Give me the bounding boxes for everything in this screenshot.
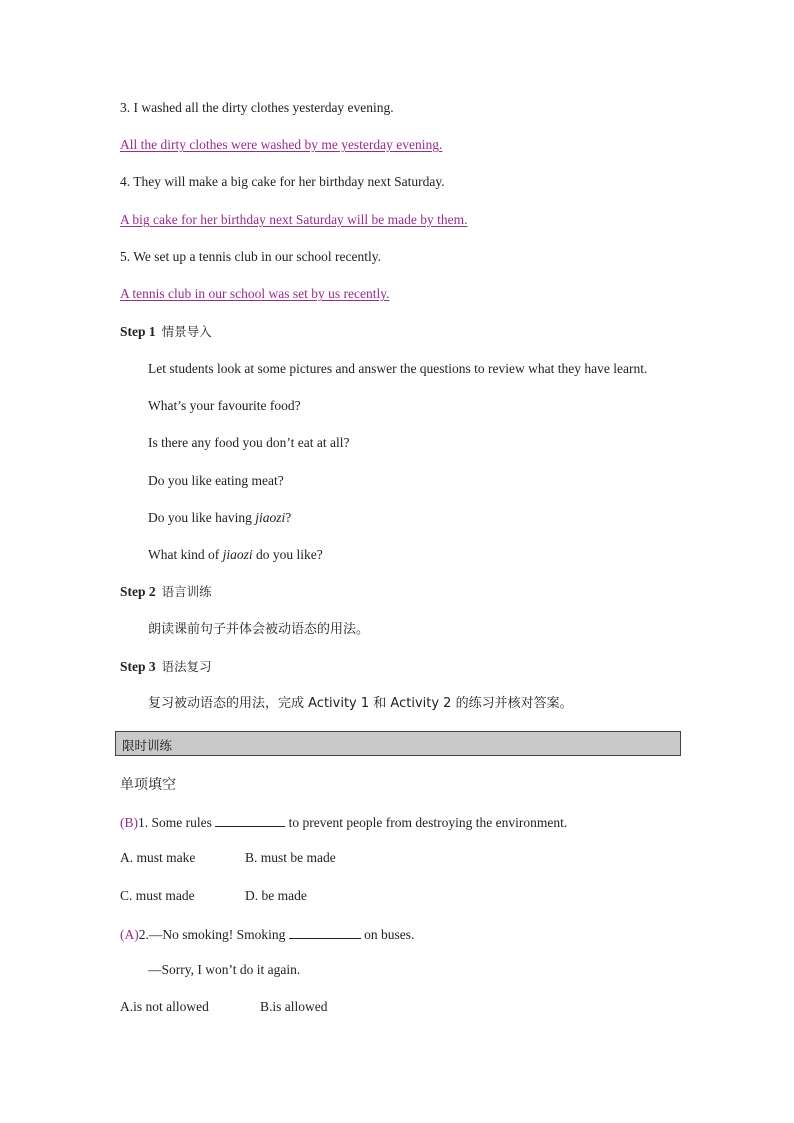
step1-question-5	[148, 546, 323, 564]
q1-paren-open: (	[120, 815, 125, 830]
q2-option-b: B.is allowed	[260, 999, 328, 1014]
step1-question-1: What’s your favourite food?	[148, 398, 301, 413]
step3-title: 语法复习	[161, 659, 212, 674]
exercise-4-answer: A big cake for her birthday next Saturday will be made by them.	[120, 212, 468, 227]
step3-heading	[120, 658, 212, 676]
step1-question-3: Do you like eating meat?	[148, 473, 284, 488]
step1-question-2: Is there any food you don’t eat at all?	[148, 435, 350, 450]
q1-options-row-1	[120, 849, 336, 867]
step1-title: 情景导入	[161, 324, 212, 339]
q1-option-d: D. be made	[245, 888, 307, 903]
exercise-3-answer: All the dirty clothes were washed by me yesterday evening.	[120, 137, 443, 152]
q4-text-pre: Do you like having	[148, 510, 256, 525]
q1-paren-close: )	[133, 815, 139, 830]
step2-text: 朗读课前句子并体会被动语态的用法。	[148, 622, 370, 637]
q2-text-pre: 2.—No smoking! Smoking	[138, 927, 289, 942]
step2-title: 语言训练	[161, 584, 212, 599]
step3-label: Step 3	[120, 659, 156, 674]
quiz-question-2	[120, 924, 414, 944]
q2-text-post: on buses.	[360, 927, 415, 942]
step3-text: 复习被动语态的用法，完成 Activity 1 和 Activity 2 的练习并核对答案。	[148, 696, 573, 711]
q1-text-post: to prevent people from destroying the environment.	[285, 815, 568, 830]
step1-heading	[120, 323, 212, 341]
step1-label: Step 1	[120, 324, 156, 339]
exercise-3-sentence: 3. I washed all the dirty clothes yesterday evening.	[120, 100, 394, 115]
q5-text-pre: What kind of	[148, 547, 223, 562]
q1-answer: B	[124, 815, 134, 830]
step2-heading	[120, 583, 212, 601]
section-title: 单项填空	[120, 777, 176, 793]
q2-blank	[289, 924, 361, 939]
q1-option-a: A. must make	[120, 850, 196, 865]
q2-options-row	[120, 998, 328, 1016]
q1-text-pre: 1. Some rules	[138, 815, 216, 830]
timed-practice-banner	[115, 731, 681, 756]
banner-label: 限时训练	[122, 738, 173, 753]
q4-italic-word: jiaozi	[255, 510, 286, 525]
step2-label: Step 2	[120, 584, 156, 599]
q2-reply: —Sorry, I won’t do it again.	[148, 962, 301, 977]
q2-option-a: A.is not allowed	[120, 999, 209, 1014]
q5-text-post: do you like?	[252, 547, 323, 562]
q5-italic-word: jiaozi	[222, 547, 253, 562]
q1-options-row-2	[120, 887, 307, 905]
q2-paren-open: (	[120, 927, 125, 942]
exercise-5-sentence: 5. We set up a tennis club in our school recently.	[120, 249, 381, 264]
step1-question-4	[148, 509, 291, 527]
q1-option-c: C. must made	[120, 888, 195, 903]
q1-blank	[215, 812, 285, 827]
quiz-question-1	[120, 812, 567, 832]
q2-answer: A	[124, 927, 135, 942]
exercise-5-answer: A tennis club in our school was set by us recently.	[120, 286, 390, 301]
exercise-4-sentence: 4. They will make a big cake for her birthday next Saturday.	[120, 174, 445, 189]
q4-text-post: ?	[285, 510, 292, 525]
q1-option-b: B. must be made	[245, 850, 336, 865]
step1-intro: Let students look at some pictures and answer the questions to review what they have learnt.	[148, 361, 648, 376]
q2-paren-close: )	[134, 927, 139, 942]
